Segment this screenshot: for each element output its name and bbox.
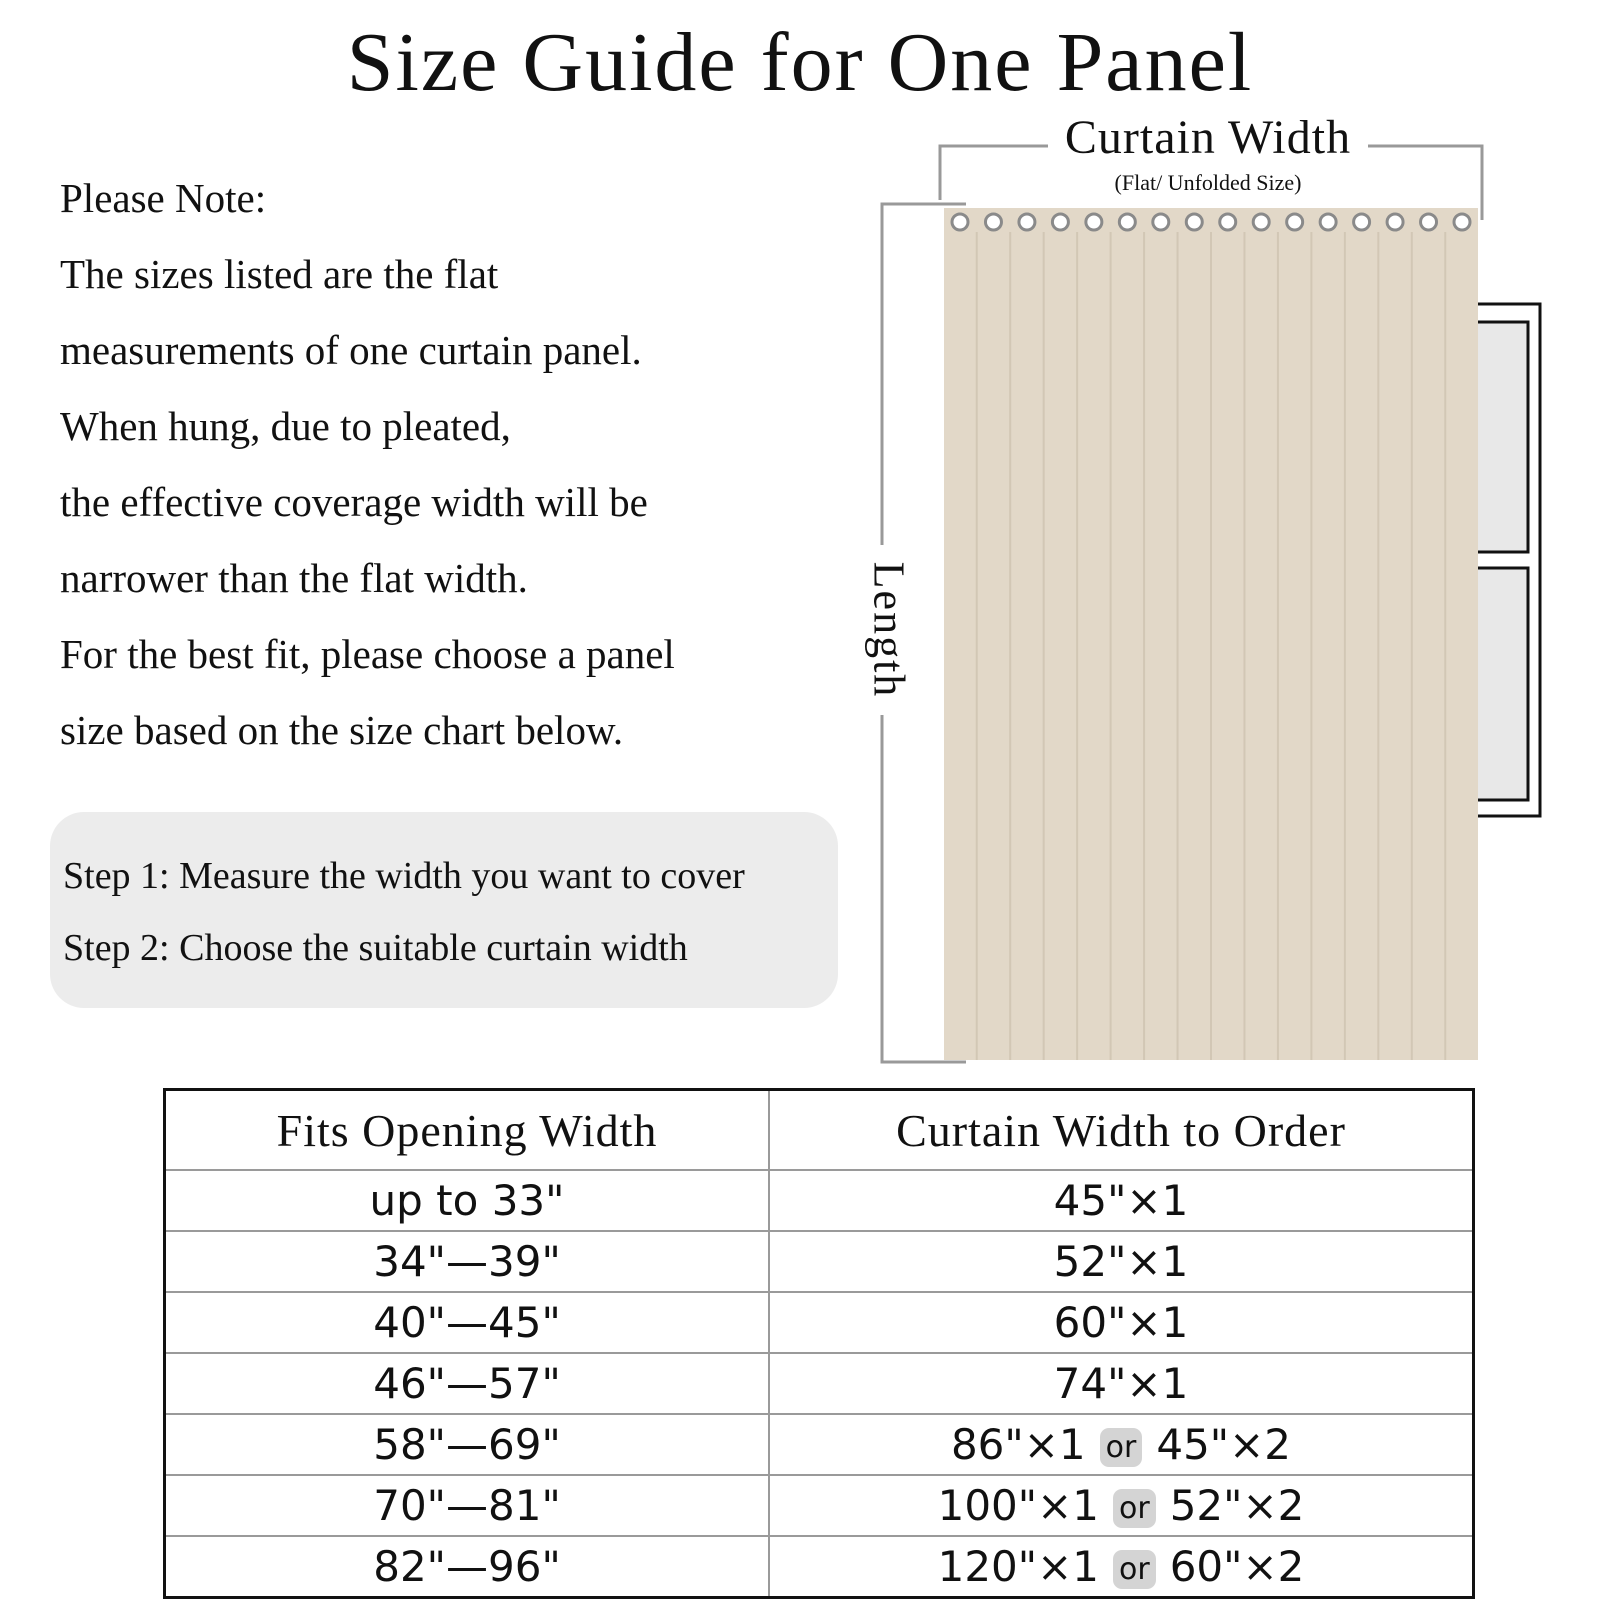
size-table: [163, 1088, 1475, 1599]
note-line: When hung, due to pleated,: [60, 403, 511, 449]
step-2: Step 2: Choose the suitable curtain width: [63, 927, 688, 969]
order-width-value: 52"×2: [1169, 1481, 1305, 1530]
note-line: For the best fit, please choose a panel: [60, 631, 675, 677]
order-width-value: 45"×2: [1156, 1420, 1292, 1469]
order-width-cell: [769, 1231, 1474, 1292]
column-header-opening: Fits Opening Width: [165, 1090, 770, 1171]
grommet-icon: [1220, 214, 1236, 230]
note-heading: Please Note:: [60, 175, 267, 221]
page-title: Size Guide for One Panel: [346, 16, 1254, 109]
order-width-value: 120"×1: [937, 1542, 1099, 1591]
opening-width-cell: 58"—69": [165, 1414, 770, 1475]
grommet-icon: [1387, 214, 1403, 230]
grommet-icon: [1086, 214, 1102, 230]
grommet-icon: [985, 214, 1001, 230]
note-line: The sizes listed are the flat: [60, 251, 499, 297]
length-label: Length: [864, 545, 915, 715]
opening-width-cell: 34"—39": [165, 1231, 770, 1292]
table-row: [165, 1231, 1474, 1292]
order-width-cell: [769, 1414, 1474, 1475]
grommet-icon: [1287, 214, 1303, 230]
table-row: [165, 1475, 1474, 1536]
column-header-order: Curtain Width to Order: [769, 1090, 1474, 1171]
order-width-value: 60"×2: [1169, 1542, 1305, 1591]
grommet-icon: [1052, 214, 1068, 230]
curtain-width-sublabel: (Flat/ Unfolded Size): [1060, 170, 1356, 196]
order-width-value: 100"×1: [937, 1481, 1099, 1530]
grommet-icon: [952, 214, 968, 230]
step-1: Step 1: Measure the width you want to cover: [63, 855, 745, 897]
order-width-cell: [769, 1353, 1474, 1414]
order-width-cell: [769, 1475, 1474, 1536]
note-line: size based on the size chart below.: [60, 707, 624, 753]
table-header-row: [165, 1090, 1474, 1171]
order-width-cell: [769, 1536, 1474, 1598]
order-width-value: 74"×1: [1053, 1359, 1189, 1408]
table-row: [165, 1536, 1474, 1598]
opening-width-cell: 82"—96": [165, 1536, 770, 1598]
or-badge: or: [1100, 1428, 1143, 1467]
opening-width-cell: up to 33": [165, 1170, 770, 1231]
grommet-icon: [1354, 214, 1370, 230]
curtain-width-label: Curtain Width: [1048, 110, 1368, 165]
table-row: [165, 1353, 1474, 1414]
grommet-icon: [1421, 214, 1437, 230]
grommet-icon: [1153, 214, 1169, 230]
table-row: [165, 1170, 1474, 1231]
opening-width-cell: 70"—81": [165, 1475, 770, 1536]
or-badge: or: [1113, 1550, 1156, 1589]
note-line: measurements of one curtain panel.: [60, 327, 642, 373]
grommet-icon: [1320, 214, 1336, 230]
order-width-value: 86"×1: [950, 1420, 1086, 1469]
opening-width-cell: 46"—57": [165, 1353, 770, 1414]
order-width-value: 52"×1: [1053, 1237, 1189, 1286]
order-width-value: 45"×1: [1053, 1176, 1189, 1225]
opening-width-cell: 40"—45": [165, 1292, 770, 1353]
table-row: [165, 1414, 1474, 1475]
order-width-cell: [769, 1292, 1474, 1353]
grommet-icon: [1019, 214, 1035, 230]
grommet-icon: [1253, 214, 1269, 230]
order-width-cell: [769, 1170, 1474, 1231]
note-line: the effective coverage width will be: [60, 479, 648, 525]
table-row: [165, 1292, 1474, 1353]
grommet-icon: [1454, 214, 1470, 230]
grommet-icon: [1186, 214, 1202, 230]
grommet-icon: [1119, 214, 1135, 230]
order-width-value: 60"×1: [1053, 1298, 1189, 1347]
or-badge: or: [1113, 1489, 1156, 1528]
note-line: narrower than the flat width.: [60, 555, 528, 601]
